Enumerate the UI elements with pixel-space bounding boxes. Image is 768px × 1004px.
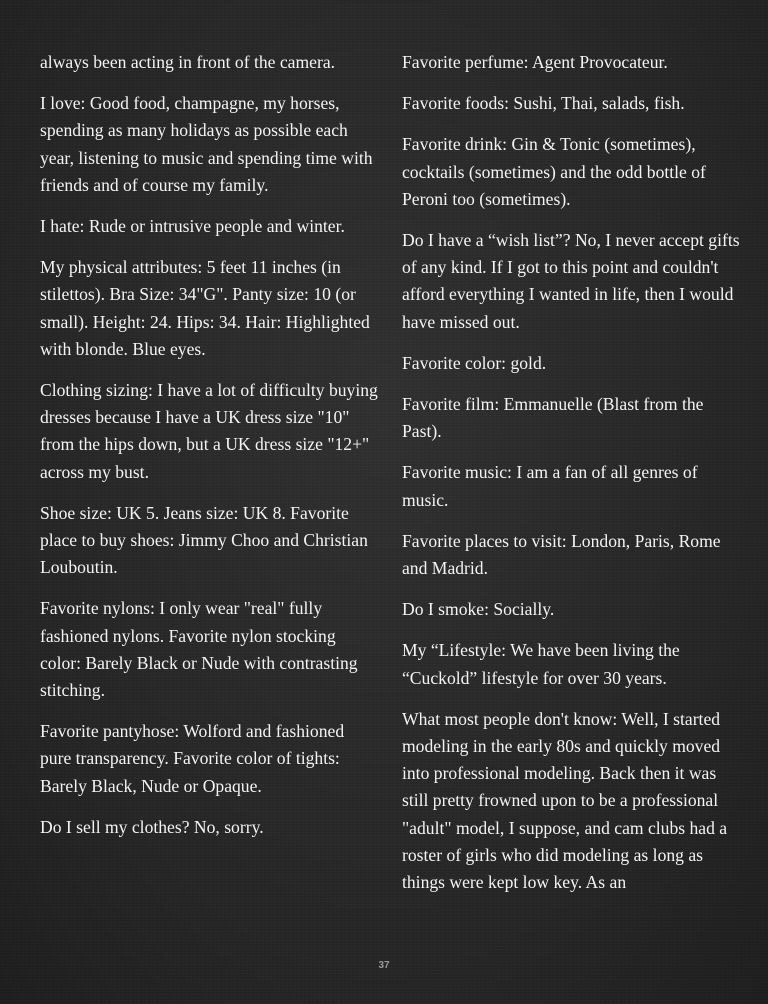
paragraph-smoke: Do I smoke: Socially. <box>402 599 555 620</box>
paragraph-favorite-perfume: Favorite perfume: Agent Provocateur. <box>402 52 668 72</box>
paragraph-i-love: I love: Good food, champagne, my horses, spending as many holidays as possible each year, listening to music and spending time with friends and of course my family. <box>40 93 373 195</box>
page-number: 37 <box>378 960 390 971</box>
paragraph-i-hate: I hate: Rude or intrusive people and winter. <box>40 216 345 237</box>
paragraph-acting-camera: always been acting in front of the camera. <box>40 52 336 72</box>
paragraph-favorite-film: Favorite film: Emmanuelle (Blast from the Past). <box>402 394 704 442</box>
paragraph-clothing-sizing: Clothing sizing: I have a lot of difficulty buying dresses because I have a UK dress size "10" from the hips down, but a UK dress size "12+" across my bust. <box>40 380 378 482</box>
left-text-column <box>40 49 378 855</box>
paragraph-physical-attributes: My physical attributes: 5 feet 11 inches (in stilettos). Bra Size: 34"G". Panty size: 10 (or small). Height: 24. Hips: 34. Hair: Highlighted with blonde. Blue eyes. <box>40 257 370 359</box>
right-text-column <box>402 49 740 910</box>
paragraph-favorite-drink: Favorite drink: Gin & Tonic (sometimes), cocktails (sometimes) and the odd bottle of Peroni too (sometimes). <box>402 134 706 209</box>
paragraph-favorite-places: Favorite places to visit: London, Paris, Rome and Madrid. <box>402 530 721 579</box>
paragraph-favorite-nylons: Favorite nylons: I only wear "real" fully fashioned nylons. Favorite nylon stocking color: Barely Black or Nude with contrasting stitching. <box>40 598 358 701</box>
paragraph-favorite-music: Favorite music: I am a fan of all genres of music. <box>402 462 698 510</box>
paragraph-sell-clothes: Do I sell my clothes? No, sorry. <box>40 816 264 837</box>
paragraph-favorite-pantyhose: Favorite pantyhose: Wolford and fashioned pure transparency. Favorite color of tights: Barely Black, Nude or Opaque. <box>40 721 345 796</box>
paragraph-favorite-color: Favorite color: gold. <box>402 352 547 373</box>
paragraph-shoe-size: Shoe size: UK 5. Jeans size: UK 8. Favorite place to buy shoes: Jimmy Choo and Christian Louboutin. <box>40 502 368 578</box>
paragraph-lifestyle: My “Lifestyle: We have been living the “Cuckold” lifestyle for over 30 years. <box>402 640 680 688</box>
paragraph-what-people-dont-know: What most people don't know: Well, I started modeling in the early 80s and quickly moved into professional modeling. Back then it was still pretty frowned upon to be a professional "adult" model, I suppose, and cam clubs had a roster of girls who did modeling as long as things were kept low key. As an <box>402 708 728 893</box>
paragraph-favorite-foods: Favorite foods: Sushi, Thai, salads, fish. <box>402 93 685 114</box>
paragraph-wish-list: Do I have a “wish list”? No, I never accept gifts of any kind. If I got to this point and couldn't afford everything I wanted in life, then I would have missed out. <box>402 230 740 332</box>
